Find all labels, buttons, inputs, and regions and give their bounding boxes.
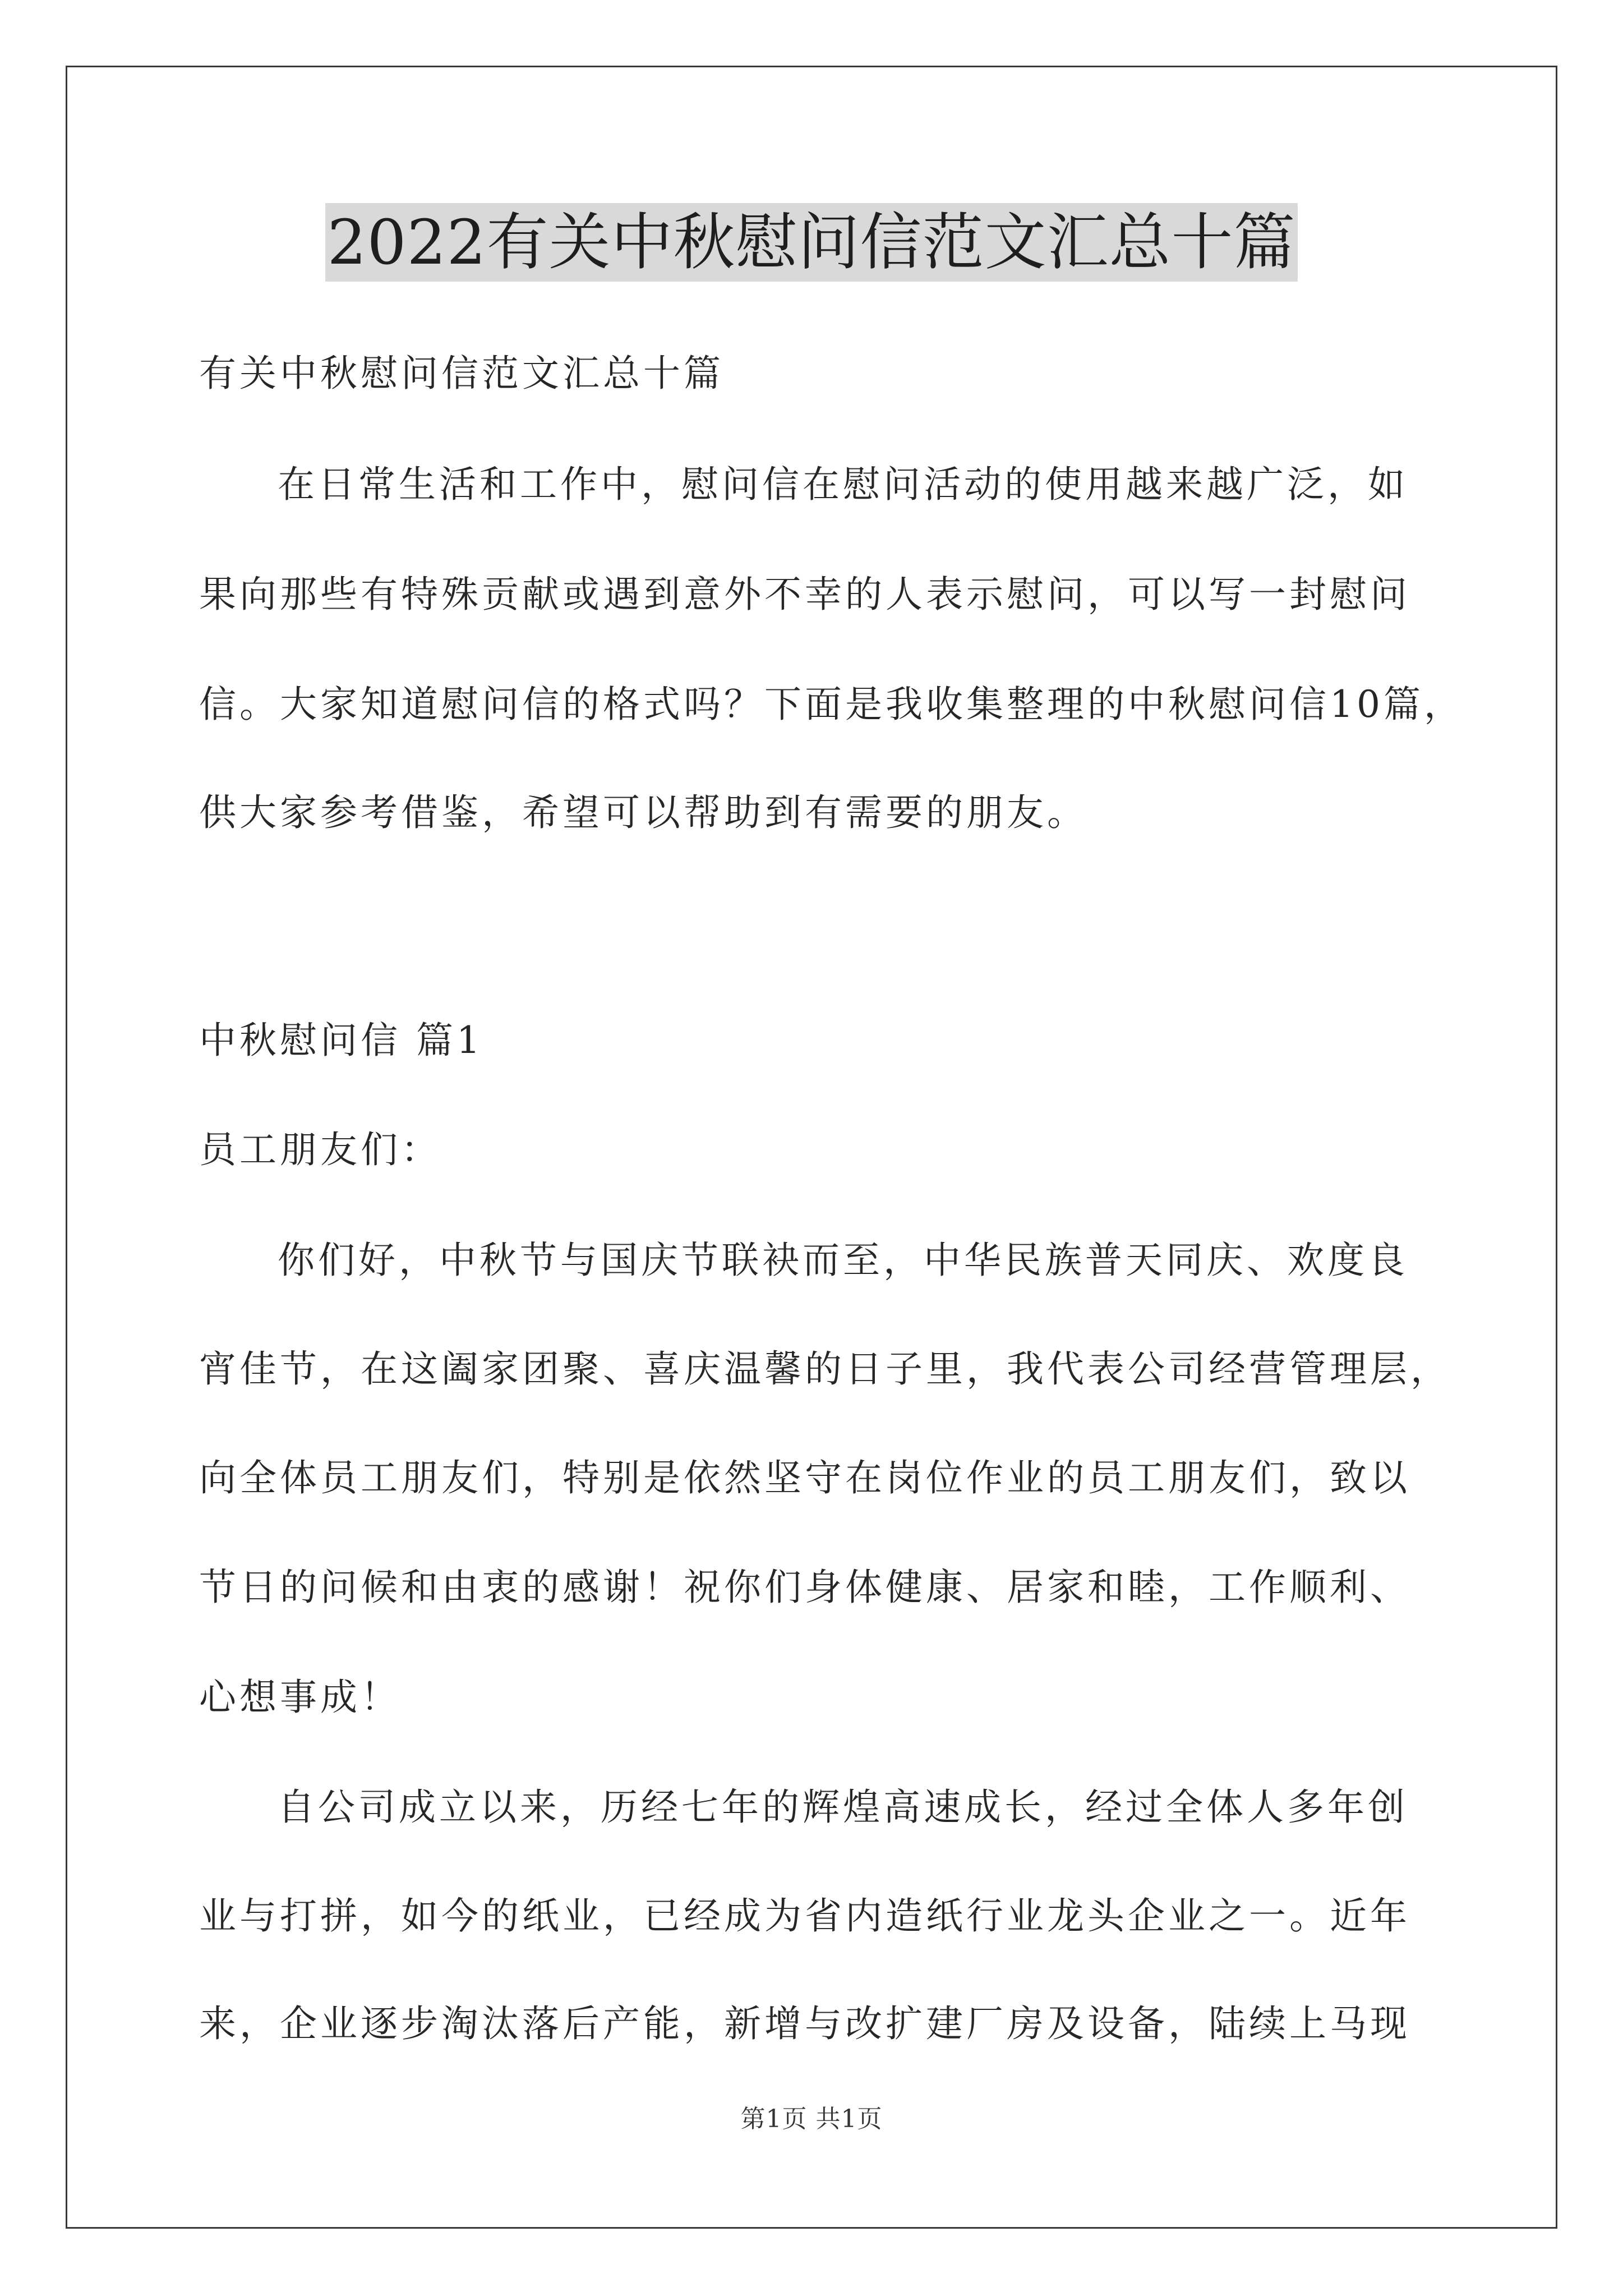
- page-footer: 第1页 共1页: [740, 2105, 883, 2133]
- intro-line-1: 在日常生活和工作中，慰问信在慰问活动的使用越来越广泛，如: [278, 463, 1408, 506]
- para2-line-3: 来，企业逐步淘汰落后产能，新增与改扩建厂房及设备，陆续上马现: [199, 2002, 1410, 2045]
- intro-line-3: 信。大家知道慰问信的格式吗？下面是我收集整理的中秋慰问信10篇，: [199, 683, 1464, 726]
- para1-line-2: 宵佳节，在这阖家团聚、喜庆温馨的日子里，我代表公司经营管理层，: [199, 1347, 1451, 1391]
- document-title: 2022有关中秋慰问信范文汇总十篇: [325, 203, 1298, 282]
- para1-line-5: 心想事成！: [199, 1676, 401, 1719]
- document-subtitle: 有关中秋慰问信范文汇总十篇: [199, 352, 724, 395]
- section-heading: 中秋慰问信 篇1: [199, 1019, 483, 1062]
- para1-line-3: 向全体员工朋友们，特别是依然坚守在岗位作业的员工朋友们，致以: [199, 1456, 1410, 1499]
- para1-line-1: 你们好，中秋节与国庆节联袂而至，中华民族普天同庆、欢度良: [278, 1239, 1408, 1282]
- para1-line-4: 节日的问候和由衷的感谢！祝你们身体健康、居家和睦，工作顺利、: [199, 1566, 1410, 1609]
- intro-line-4: 供大家参考借鉴，希望可以帮助到有需要的朋友。: [199, 791, 1087, 834]
- intro-line-2: 果向那些有特殊贡献或遇到意外不幸的人表示慰问，可以写一封慰问: [199, 573, 1410, 616]
- para2-line-1: 自公司成立以来，历经七年的辉煌高速成长，经过全体人多年创: [278, 1786, 1408, 1829]
- title-container: [0, 203, 1623, 282]
- salutation: 员工朋友们：: [199, 1128, 441, 1171]
- para2-line-2: 业与打拼，如今的纸业，已经成为省内造纸行业龙头企业之一。近年: [199, 1894, 1410, 1938]
